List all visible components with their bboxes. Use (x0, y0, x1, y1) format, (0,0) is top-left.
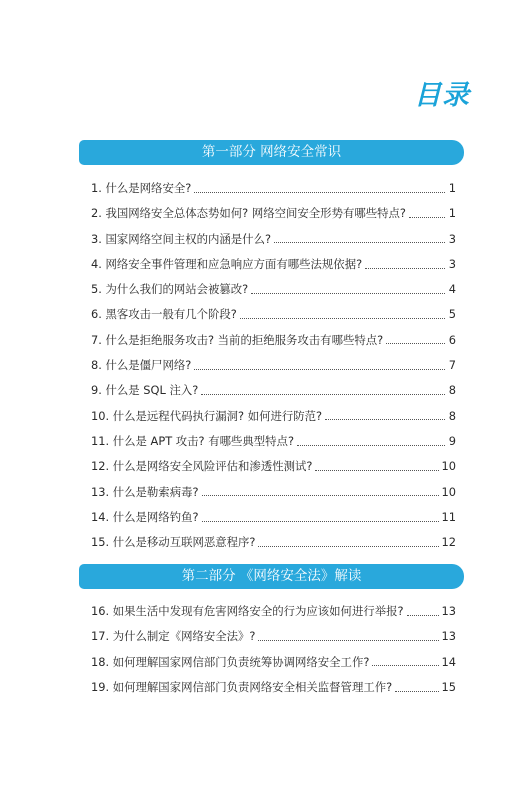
toc-entry[interactable] (91, 252, 456, 277)
toc-entry[interactable] (91, 277, 456, 302)
toc-entry[interactable] (91, 404, 456, 429)
entry-text: 12. 什么是网络安全风险评估和渗透性测试? (91, 459, 313, 474)
dot-leader (395, 690, 438, 692)
page-number: 4 (448, 282, 456, 297)
dot-leader (202, 520, 439, 522)
toc-entry[interactable] (91, 530, 456, 555)
page-number: 13 (441, 629, 456, 644)
toc-title: 目录 (414, 80, 470, 111)
entry-text: 13. 什么是勒索病毒? (91, 484, 199, 499)
dot-leader (240, 317, 445, 319)
dot-leader (372, 664, 438, 666)
dot-leader (202, 494, 439, 496)
toc-list-part2 (91, 599, 456, 700)
toc-entry[interactable] (91, 378, 456, 403)
entry-text: 18. 如何理解国家网信部门负责统筹协调网络安全工作? (91, 654, 370, 669)
toc-list-part1 (91, 176, 456, 555)
page-number: 10 (441, 459, 456, 474)
page-number: 5 (448, 307, 456, 322)
toc-entry[interactable] (91, 624, 456, 649)
toc-entry[interactable] (91, 599, 456, 624)
entry-text: 15. 什么是移动互联网恶意程序? (91, 535, 256, 550)
page-number: 9 (448, 433, 456, 448)
page-number: 12 (441, 535, 456, 550)
section-banner-part1: 第一部分 网络安全常识 (79, 140, 464, 165)
dot-leader (325, 418, 445, 420)
page-number: 1 (448, 181, 456, 195)
entry-text: 5. 为什么我们的网站会被篡改? (91, 282, 249, 297)
entry-text: 16. 如果生活中发现有危害网络安全的行为应该如何进行举报? (91, 604, 404, 618)
page-number: 10 (441, 484, 456, 499)
entry-text: 11. 什么是 APT 攻击? 有哪些典型特点? (91, 433, 294, 448)
dot-leader (365, 267, 445, 269)
page-number: 7 (448, 358, 456, 373)
dot-leader (407, 614, 439, 616)
entry-text: 14. 什么是网络钓鱼? (91, 509, 199, 524)
dot-leader (251, 292, 445, 294)
entry-text: 3. 国家网络空间主权的内涵是什么? (91, 231, 272, 246)
page-number: 13 (441, 604, 456, 618)
toc-entry[interactable] (91, 505, 456, 530)
dot-leader (274, 241, 445, 243)
dot-leader (297, 444, 445, 446)
page-number: 1 (448, 206, 456, 221)
dot-leader (258, 639, 438, 641)
dot-leader (194, 368, 445, 370)
entry-text: 2. 我国网络安全总体态势如何? 网络空间安全形势有哪些特点? (91, 206, 406, 221)
entry-text: 17. 为什么制定《网络安全法》? (91, 629, 256, 644)
page-number: 3 (448, 256, 456, 271)
dot-leader (409, 216, 445, 218)
entry-text: 6. 黑客攻击一般有几个阶段? (91, 307, 237, 322)
page-number: 15 (441, 679, 456, 694)
page-number: 8 (448, 408, 456, 423)
toc-entry[interactable] (91, 650, 456, 675)
toc-entry[interactable] (91, 429, 456, 454)
dot-leader (315, 469, 438, 471)
dot-leader (258, 545, 438, 547)
page-number: 8 (448, 383, 456, 398)
dot-leader (194, 191, 445, 193)
toc-entry[interactable] (91, 201, 456, 226)
page-number: 14 (441, 654, 456, 669)
toc-entry[interactable] (91, 454, 456, 479)
toc-entry[interactable] (91, 176, 456, 201)
toc-entry[interactable] (91, 302, 456, 327)
entry-text: 19. 如何理解国家网信部门负责网络安全相关监督管理工作? (91, 679, 393, 694)
toc-entry[interactable] (91, 353, 456, 378)
page-number: 11 (441, 509, 456, 524)
toc-entry[interactable] (91, 480, 456, 505)
entry-text: 9. 什么是 SQL 注入? (91, 383, 199, 398)
section-banner-part2: 第二部分 《网络安全法》解读 (79, 564, 464, 589)
entry-text: 7. 什么是拒绝服务攻击? 当前的拒绝服务攻击有哪些特点? (91, 332, 384, 347)
entry-text: 10. 什么是远程代码执行漏洞? 如何进行防范? (91, 408, 323, 423)
toc-entry[interactable] (91, 675, 456, 700)
entry-text: 1. 什么是网络安全? (91, 181, 192, 195)
entry-text: 8. 什么是僵尸网络? (91, 358, 192, 373)
toc-entry[interactable] (91, 328, 456, 353)
page-number: 6 (448, 332, 456, 347)
page-number: 3 (448, 231, 456, 246)
dot-leader (386, 342, 445, 344)
toc-entry[interactable] (91, 227, 456, 252)
dot-leader (201, 393, 445, 395)
entry-text: 4. 网络安全事件管理和应急响应方面有哪些法规依据? (91, 256, 363, 271)
